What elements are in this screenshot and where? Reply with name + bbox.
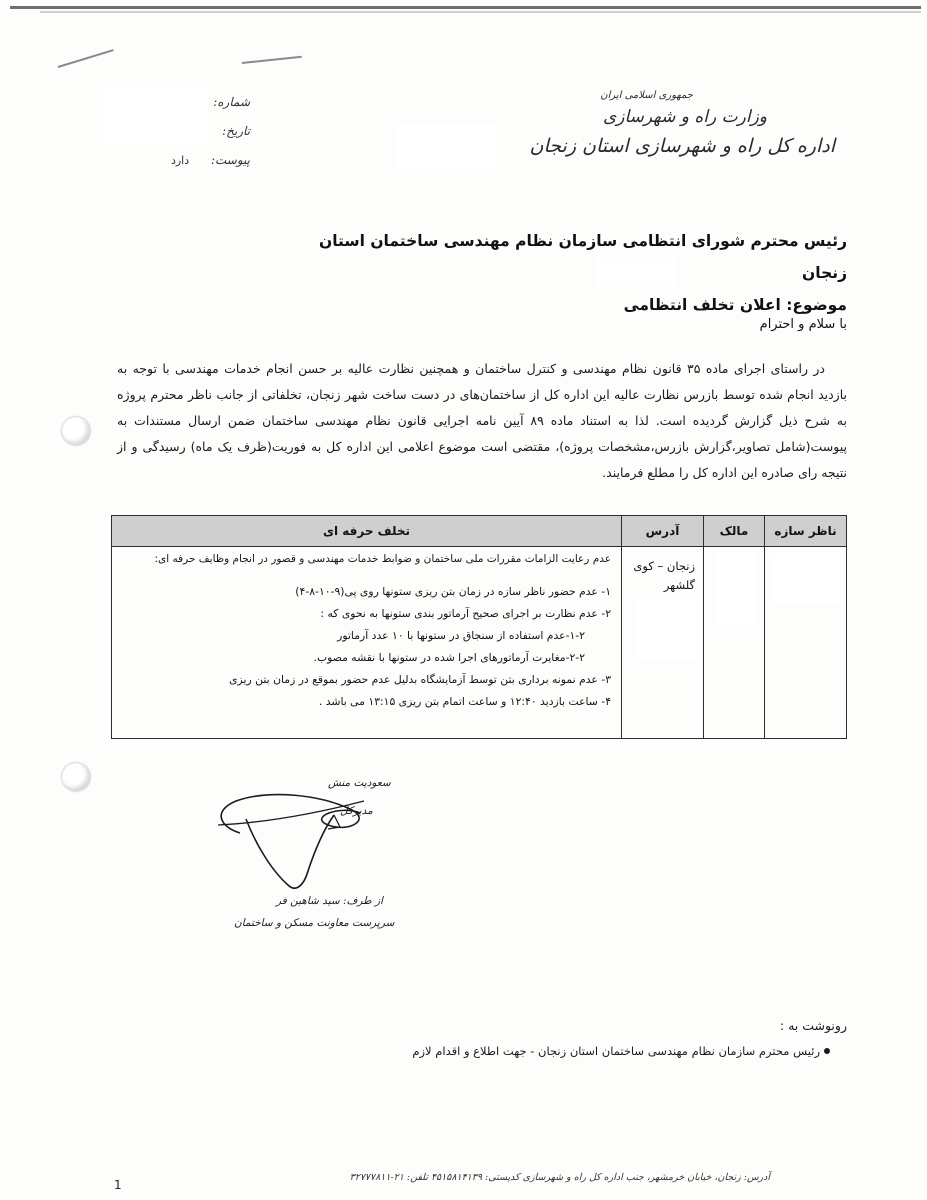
structure-supervisor-cell <box>765 547 847 739</box>
cc-label: رونوشت به : <box>779 1018 847 1033</box>
letter-attachment-row <box>150 146 250 175</box>
header-structure-supervisor: ناظر سازه <box>765 516 847 547</box>
punch-hole <box>62 417 90 445</box>
letterhead-department: اداره کل راه و شهرسازی استان زنجان <box>529 135 835 157</box>
addressee-block <box>287 225 847 321</box>
violation-item: ۱- عدم حضور ناظر سازه در زمان بتن ریزی ستونها روی پی(۹-۱۰-۸-۴) <box>295 585 611 598</box>
redacted-box <box>716 553 756 625</box>
salutation: با سلام و احترام <box>759 317 847 332</box>
signature-delegate-line2: سرپرست معاونت مسکن و ساختمان <box>234 917 395 929</box>
signature-delegate-line1: از طرف: سید شاهین فر <box>276 895 383 907</box>
violation-item: ۳- عدم نمونه برداری بتن توسط آزمایشگاه بدلیل عدم حضور بموقع در زمان بتن ریزی <box>229 673 611 686</box>
header-owner: مالک <box>704 516 765 547</box>
signature-stroke <box>246 815 334 888</box>
address-value: زنجان – کوی گلشهر <box>633 559 695 592</box>
header-address: آدرس <box>622 516 704 547</box>
violation-cell <box>112 547 622 739</box>
violation-table <box>111 515 847 739</box>
address-cell <box>622 547 704 739</box>
body-paragraph: در راستای اجرای ماده ۳۵ قانون نظام مهندسی و کنترل ساختمان و همچنین نظارت عالیه بر حسن انجام خدمات مهندسی با توجه به بازدید انجام شده توسط بازرس نظارت عالیه این اداره کل از ساختمان‌های در دست ساخت شهر زنجان، تخلفاتی از جانب ناظر محترم پروژه به شرح ذیل گزارش گردیده است. لذا به استناد ماده ۸۹ آیین نامه اجرایی قانون نظام مهندسی ساختمان ضمن ارسال مستندات به پیوست(شامل تصاویر،گزارش بازرس،مشخصات پروژه)، مقتضی است موضوع اعلامی این اداره کل به فوریت(ظرف یک ماه) رسیدگی و از نتیجه رای صادره این اداره کل را مطلع فرمایند. <box>117 361 847 480</box>
letter-attachment-value: دارد <box>170 154 190 167</box>
violation-subitem: ۱-۲-عدم استفاده از سنجاق در ستونها با ۱۰ عدد آرماتور <box>337 629 585 642</box>
punch-hole <box>62 763 90 791</box>
letter-date-label: تاریخ: <box>222 124 250 138</box>
redacted-box <box>396 123 497 167</box>
violation-item: ۲- عدم نظارت بر اجرای صحیح آرماتور بندی ستونها به نحوی که : <box>320 607 611 620</box>
redacted-box <box>774 553 840 603</box>
letter-number-label: شماره: <box>213 95 250 109</box>
violation-subitem: ۲-۲-مغایرت آرماتورهای اجرا شده در ستونها با نقشه مصوب. <box>313 651 585 664</box>
letterhead-country: جمهوری اسلامی ایران <box>600 90 693 101</box>
redacted-box <box>596 258 676 286</box>
letterhead <box>515 90 835 157</box>
recipient-title: رئیس محترم شورای انتظامی سازمان نظام مهندسی ساختمان استان زنجان <box>318 232 847 282</box>
header-professional-violation: تخلف حرفه ای <box>112 516 622 547</box>
signature-block <box>200 775 395 945</box>
scan-stroke-mark <box>242 56 302 64</box>
subject-line: موضوع: اعلان تخلف انتظامی <box>623 296 847 314</box>
violation-intro: عدم رعایت الزامات مقررات ملی ساختمان و ضوابط خدمات مهندسی و قصور در انجام وظایف حرفه ای: <box>154 553 611 565</box>
table-header-row <box>112 516 847 547</box>
letterhead-ministry: وزارت راه و شهرسازی <box>602 107 767 127</box>
scan-top-border <box>10 6 921 9</box>
redacted-box <box>104 86 208 144</box>
page-number: 1 <box>114 1178 122 1192</box>
redacted-box <box>637 599 697 661</box>
owner-cell <box>704 547 765 739</box>
signature-stamp-line2: مدیرکل <box>340 805 373 817</box>
violation-item: ۴- ساعت بازدید ۱۲:۴۰ و ساعت اتمام بتن ریزی ۱۳:۱۵ می باشد . <box>318 695 611 708</box>
letter-attachment-label: پیوست: <box>210 153 250 167</box>
scan-stroke-mark <box>58 49 114 68</box>
table-row <box>112 547 847 739</box>
cc-item: رئیس محترم سازمان نظام مهندسی ساختمان استان زنجان - جهت اطلاع و اقدام لازم <box>412 1044 820 1058</box>
footer-address: آدرس: زنجان، خیابان خرمشهر، جنب اداره کل راه و شهرسازی کدپستی: ۴۵۱۵۸۱۴۱۳۹ تلفن: ۲۱-۳۲۷۷۷۸۱۱ <box>349 1172 770 1183</box>
signature-stamp-line1: سعودیت منش <box>328 777 391 789</box>
bullet-icon <box>824 1048 830 1054</box>
scan-top-shadow <box>40 11 921 13</box>
